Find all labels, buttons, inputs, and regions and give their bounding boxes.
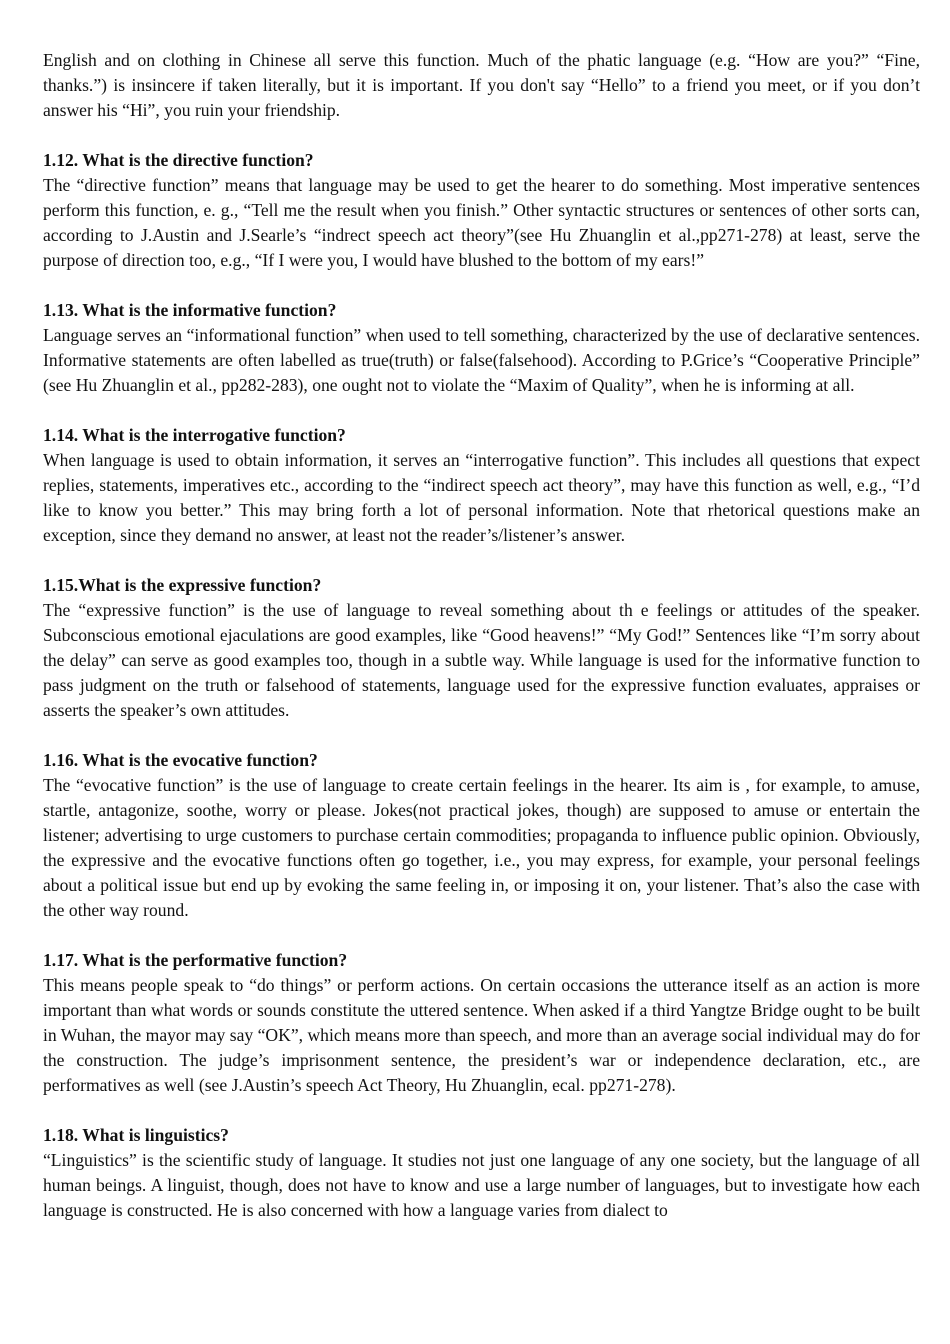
section-body: Language serves an “informational function” when used to tell something, characterized by the use of declarative sentences. Informative statements are often labelled as true(truth) or false(falsehood). According to P.Grice’s “Cooperative Principle” (see Hu Zhuanglin et al., pp282-283), one ought not to violate the “Maxim of Quality”, when he is informing at all. xyxy=(43,325,920,395)
section-heading: 1.13. What is the informative function? xyxy=(43,300,337,320)
section-heading: 1.18. What is linguistics? xyxy=(43,1125,229,1145)
section-body: When language is used to obtain information, it serves an “interrogative function”. This includes all questions that expect replies, statements, imperatives etc., according to the “indirect speech act theory”, may have this function as well, e.g., “I’d like to know you better.” This may bring forth a lot of personal information. Note that rhetorical questions make an exception, since they demand no answer, at least not the reader’s/listener’s answer. xyxy=(43,450,920,545)
section-expressive-function xyxy=(43,573,920,723)
section-heading: 1.15.What is the expressive function? xyxy=(43,575,322,595)
section-body: “Linguistics” is the scientific study of language. It studies not just one language of any one society, but the language of all human beings. A linguist, though, does not have to know and use a large number of languages, but to investigate how each language is constructed. He is also concerned with how a language varies from dialect to xyxy=(43,1150,920,1220)
section-performative-function xyxy=(43,948,920,1098)
section-interrogative-function xyxy=(43,423,920,548)
section-heading: 1.16. What is the evocative function? xyxy=(43,750,318,770)
section-heading: 1.14. What is the interrogative function? xyxy=(43,425,346,445)
document-page xyxy=(43,48,920,1223)
section-directive-function xyxy=(43,148,920,273)
section-body: The “expressive function” is the use of language to reveal something about th e feelings or attitudes of the speaker. Subconscious emotional ejaculations are good examples, like “Good heavens!” “My God!” Sentences like “I’m sorry about the delay” can serve as good examples too, though in a subtle way. While language is used for the informative function to pass judgment on the truth or falsehood of statements, language used for the expressive function evaluates, appraises or asserts the speaker’s own attitudes. xyxy=(43,600,920,720)
section-heading: 1.12. What is the directive function? xyxy=(43,150,314,170)
intro-paragraph: English and on clothing in Chinese all serve this function. Much of the phatic language (e.g. “How are you?” “Fine, thanks.”) is insincere if taken literally, but it is important. If you don't say “Hello” to a friend you meet, or if you don’t answer his “Hi”, you ruin your friendship. xyxy=(43,50,920,120)
section-heading: 1.17. What is the performative function? xyxy=(43,950,348,970)
section-body: The “evocative function” is the use of language to create certain feelings in the hearer. Its aim is , for example, to amuse, startle, antagonize, soothe, worry or please. Jokes(not practical jokes, though) are supposed to amuse or entertain the listener; advertising to urge customers to purchase certain commodities; propaganda to influence public opinion. Obviously, the expressive and the evocative functions often go together, i.e., you may express, for example, your personal feelings about a political issue but end up by evoking the same feeling in, or imposing it on, your listener. That’s also the case with the other way round. xyxy=(43,775,920,920)
section-informative-function xyxy=(43,298,920,398)
section-body: This means people speak to “do things” or perform actions. On certain occasions the utterance itself as an action is more important than what words or sounds constitute the uttered sentence. When asked if a third Yangtze Bridge ought to be built in Wuhan, the mayor may say “OK”, which means more than speech, and more than an average social individual may do for the construction. The judge’s imprisonment sentence, the president’s war or independence declaration, etc., are performatives as well (see J.Austin’s speech Act Theory, Hu Zhuanglin, ecal. pp271-278). xyxy=(43,975,920,1095)
section-body: The “directive function” means that language may be used to get the hearer to do something. Most imperative sentences perform this function, e. g., “Tell me the result when you finish.” Other syntactic structures or sentences of other sorts can, according to J.Austin and J.Searle’s “indrect speech act theory”(see Hu Zhuanglin et al.,pp271-278) at least, serve the purpose of direction too, e.g., “If I were you, I would have blushed to the bottom of my ears!” xyxy=(43,175,920,270)
section-linguistics xyxy=(43,1123,920,1223)
section-evocative-function xyxy=(43,748,920,923)
